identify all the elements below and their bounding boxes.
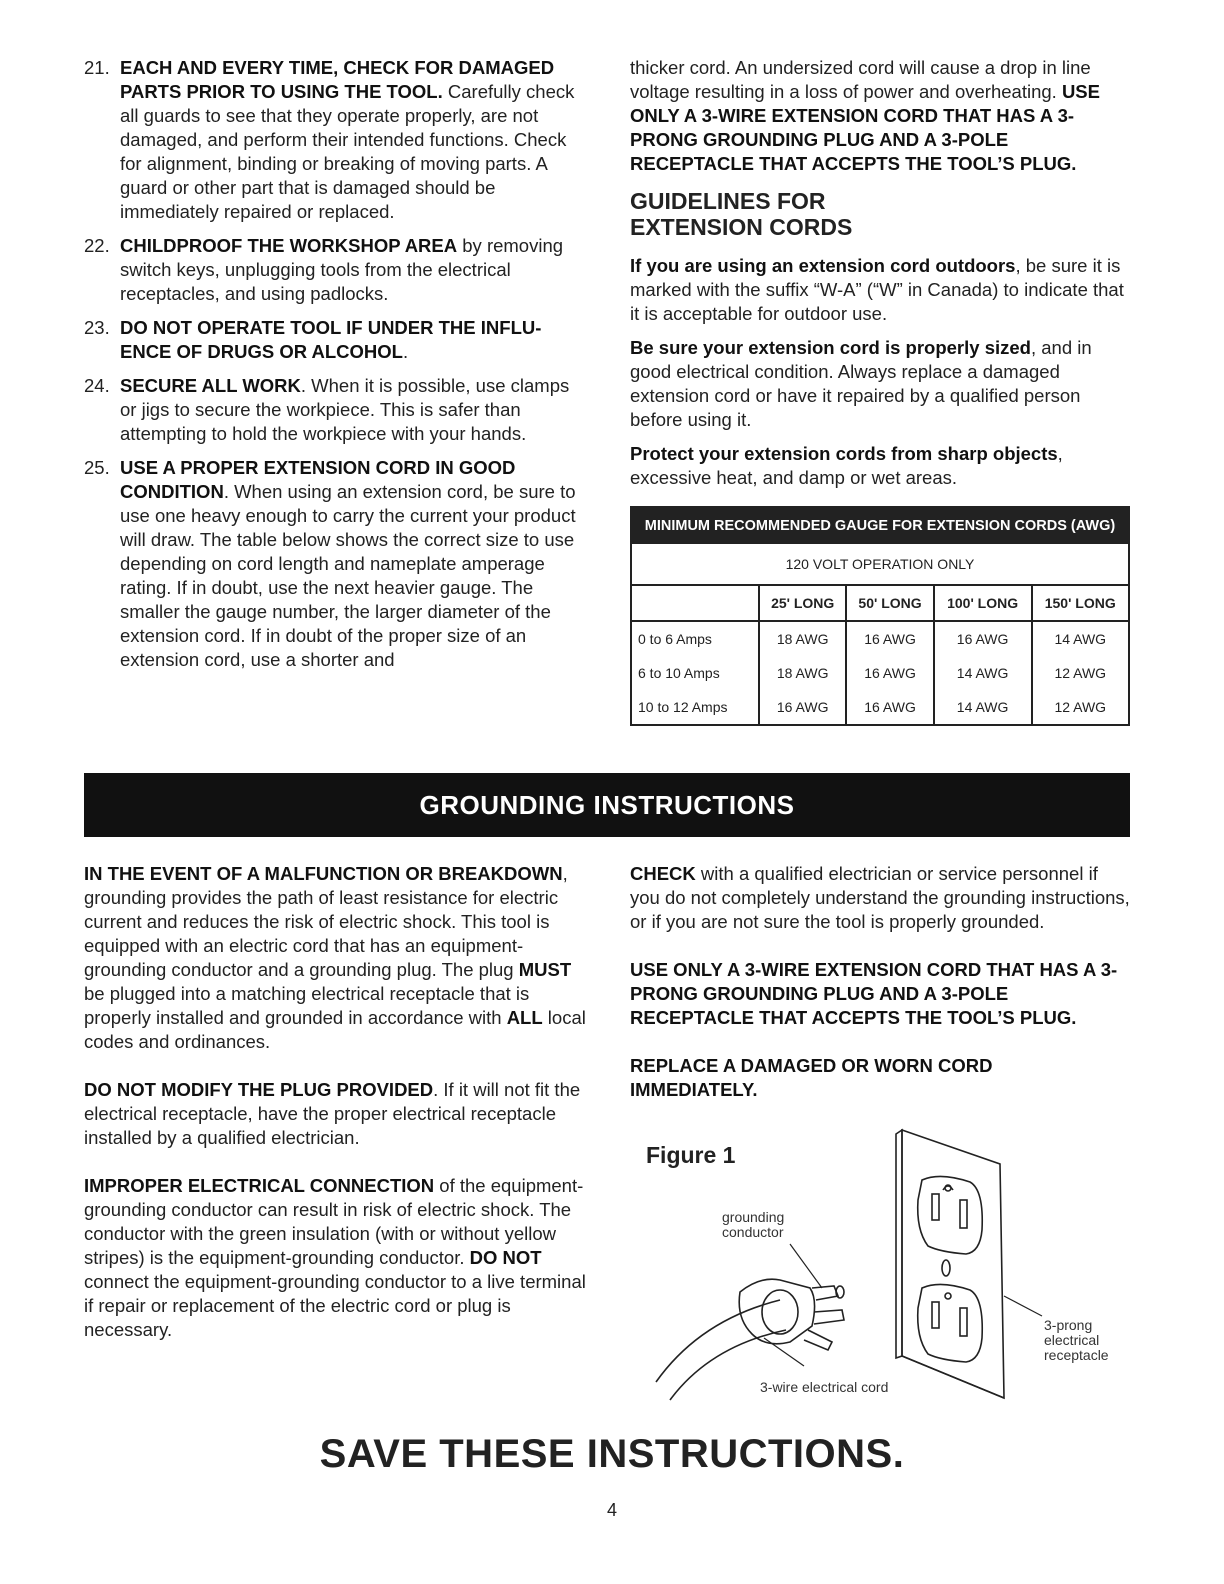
label-receptacle: 3-prong electrical receptacle <box>1044 1317 1109 1363</box>
heading-line: EXTENSION CORDS <box>630 214 853 240</box>
list-item <box>84 234 584 306</box>
emphasis: USE ONLY A 3-WIRE EXTENSION CORD THAT HAS A 3-PRONG GROUNDING PLUG AND A 3-POLE RECEPTACLE THAT ACCEPTS THE TOOL’S PLUG. <box>630 959 1118 1028</box>
table-cell: 18 AWG <box>759 656 846 690</box>
column-header: 150' LONG <box>1032 586 1128 621</box>
safety-rules-list <box>84 56 584 682</box>
row-label: 10 to 12 Amps <box>638 699 728 715</box>
body-text: connect the equipment-grounding conductor to a live terminal if repair or replacement of the electric cord or plug is necessary. <box>84 1271 586 1340</box>
item-number: 24. <box>84 375 110 396</box>
grounding-figure <box>640 1120 1130 1410</box>
table-cell: 12 AWG <box>1032 690 1128 724</box>
emphasis: REPLACE A DAMAGED OR WORN CORD IMMEDIATELY. <box>630 1055 993 1100</box>
label-cord: 3-wire electrical cord <box>760 1379 889 1395</box>
body-text: of the equipment-grounding conductor can result in risk of electric shock. The conductor with the green insulation (with or without yellow stripes) is the equipment-grounding conductor. <box>84 1175 584 1268</box>
section-heading <box>630 188 1130 240</box>
guideline-text: , excessive heat, and damp or wet areas. <box>630 443 1063 488</box>
table-cell: 16 AWG <box>846 690 933 724</box>
item-text: . When it is possible, use clamps or jigs to secure the workpiece. This is safer than attempting to hold the workpiece with your hands. <box>120 375 570 444</box>
column-header: 25' LONG <box>759 586 846 621</box>
guideline-paragraph <box>630 254 1130 326</box>
grounding-paragraph <box>630 862 1130 934</box>
grounding-paragraph <box>84 1078 594 1150</box>
table-subtitle: 120 VOLT OPERATION ONLY <box>632 544 1128 586</box>
leader-line <box>790 1244 822 1288</box>
guideline-lead: Be sure your extension cord is properly sized <box>630 337 1031 358</box>
table-row <box>632 656 1128 690</box>
receptacle-plate <box>896 1130 1004 1398</box>
body-text: local codes and ordinances. <box>84 1007 586 1052</box>
save-instructions-heading: SAVE THESE INSTRUCTIONS. <box>319 1432 905 1476</box>
grounding-right-column <box>630 862 1130 1126</box>
item-number: 22. <box>84 235 110 256</box>
guideline-paragraph <box>630 336 1130 432</box>
gauge-table <box>630 506 1130 726</box>
item-text: by removing switch keys, unplugging tools from the electrical receptacles, and using padlocks. <box>120 235 564 304</box>
table-cell: 16 AWG <box>759 690 846 724</box>
body-text: be plugged into a matching electrical receptacle that is properly installed and grounded in accordance with <box>84 983 530 1028</box>
item-number: 21. <box>84 57 110 78</box>
item-heading: USE A PROPER EXTENSION CORD IN GOOD CONDITION <box>120 457 516 502</box>
emphasis: ALL <box>506 1007 543 1028</box>
table-header-row <box>632 586 1128 621</box>
label-grounding-conductor: grounding conductor <box>722 1209 785 1240</box>
table-row <box>632 621 1128 656</box>
emphasis: IMPROPER ELECTRICAL CONNECTION <box>84 1175 435 1196</box>
grounding-instructions-banner: GROUNDING INSTRUCTIONS <box>84 773 1130 837</box>
list-item <box>84 374 584 446</box>
list-item <box>84 316 584 364</box>
guideline-paragraph <box>630 442 1130 490</box>
item-text: . When using an extension cord, be sure to use one heavy enough to carry the current your product will draw. The table below shows the correct size to use depending on cord length and nameplate amperage rating. If in doubt, use the next heavier gauge. The smaller the gauge number, the larger diameter of the extension cord. If in doubt of the proper size of an extension cord, use a shorter and <box>120 481 576 670</box>
figure-title: Figure 1 <box>646 1142 736 1168</box>
continuation-text: thicker cord. An undersized cord will cause a drop in line voltage resulting in a loss of power and overheating. <box>630 57 1091 102</box>
guideline-text: , and in good electrical condition. Always replace a damaged extension cord or have it repaired by a qualified person before using it. <box>630 337 1092 430</box>
item-text: . <box>402 341 409 362</box>
table-cell: 16 AWG <box>846 656 933 690</box>
emphasis: IN THE EVENT OF A MALFUNCTION OR BREAKDOWN <box>84 863 563 884</box>
table-cell: 12 AWG <box>1032 656 1128 690</box>
body-text: with a qualified electrician or service personnel if you do not completely understand the grounding instructions, or if you are not sure the tool is properly grounded. <box>630 863 1130 932</box>
column-header: 100' LONG <box>934 586 1032 621</box>
row-label: 0 to 6 Amps <box>638 631 712 647</box>
leader-line <box>764 1338 804 1366</box>
gauge-grid <box>632 586 1128 724</box>
list-item <box>84 56 584 224</box>
emphasis: DO NOT MODIFY THE PLUG PROVIDED <box>84 1079 434 1100</box>
list-item <box>84 456 584 672</box>
corner-cell <box>632 586 759 621</box>
guideline-text: , be sure it is marked with the suffix “W-A” (“W” in Canada) to indicate that it is acceptable for outdoor use. <box>630 255 1124 324</box>
grounding-paragraph <box>630 1054 1050 1102</box>
grounding-paragraph <box>84 862 594 1054</box>
emphasis: CHECK <box>630 863 696 884</box>
table-cell: 14 AWG <box>1032 621 1128 656</box>
emphasis: MUST <box>518 959 572 980</box>
item-heading: DO NOT OPERATE TOOL IF UNDER THE INFLU-ENCE OF DRUGS OR ALCOHOL <box>120 317 542 362</box>
guideline-lead: If you are using an extension cord outdoors <box>630 255 1016 276</box>
extension-cord-guidelines <box>630 56 1130 726</box>
table-cell: 18 AWG <box>759 621 846 656</box>
leader-line <box>1004 1296 1042 1316</box>
guideline-lead: Protect your extension cords from sharp objects <box>630 443 1058 464</box>
body-text: . If it will not fit the electrical receptacle, have the proper electrical receptacle installed by a qualified electrician. <box>84 1079 581 1148</box>
item-heading: SECURE ALL WORK <box>120 375 301 396</box>
grounding-paragraph <box>630 958 1130 1030</box>
grounding-paragraph <box>84 1174 594 1342</box>
table-title: MINIMUM RECOMMENDED GAUGE FOR EXTENSION CORDS (AWG) <box>632 508 1128 544</box>
page-number: 4 <box>606 1500 617 1520</box>
item-heading: CHILDPROOF THE WORKSHOP AREA <box>120 235 458 256</box>
table-cell: 16 AWG <box>846 621 933 656</box>
item-number: 25. <box>84 457 110 478</box>
item-number: 23. <box>84 317 110 338</box>
item-text: Carefully check all guards to see that they operate properly, are not damaged, and perform their intended functions. Check for alignment, binding or breaking of moving parts. A guard or other part that is damaged should be immediately repaired or replaced. <box>120 81 575 222</box>
column-header: 50' LONG <box>846 586 933 621</box>
table-row <box>632 690 1128 724</box>
emphasis: DO NOT <box>469 1247 542 1268</box>
heading-line: GUIDELINES FOR <box>630 188 826 214</box>
body-text: , grounding provides the path of least resistance for electric current and reduces the risk of electric shock. This tool is equipped with an electric cord that has an equipment-grounding conductor and a grounding plug. The plug <box>84 863 568 980</box>
table-cell: 16 AWG <box>934 621 1032 656</box>
item-heading: EACH AND EVERY TIME, CHECK FOR DAMAGED PARTS PRIOR TO USING THE TOOL. <box>120 57 555 102</box>
row-label: 6 to 10 Amps <box>638 665 720 681</box>
continuation-warning: USE ONLY A 3-WIRE EXTENSION CORD THAT HAS A 3-PRONG GROUNDING PLUG AND A 3-POLE RECEPTACLE THAT ACCEPTS THE TOOL’S PLUG. <box>630 81 1100 174</box>
table-cell: 14 AWG <box>934 690 1032 724</box>
plug-receptacle-illustration <box>640 1120 1130 1410</box>
table-cell: 14 AWG <box>934 656 1032 690</box>
grounding-left-column <box>84 862 594 1366</box>
continuation-paragraph <box>630 56 1130 176</box>
